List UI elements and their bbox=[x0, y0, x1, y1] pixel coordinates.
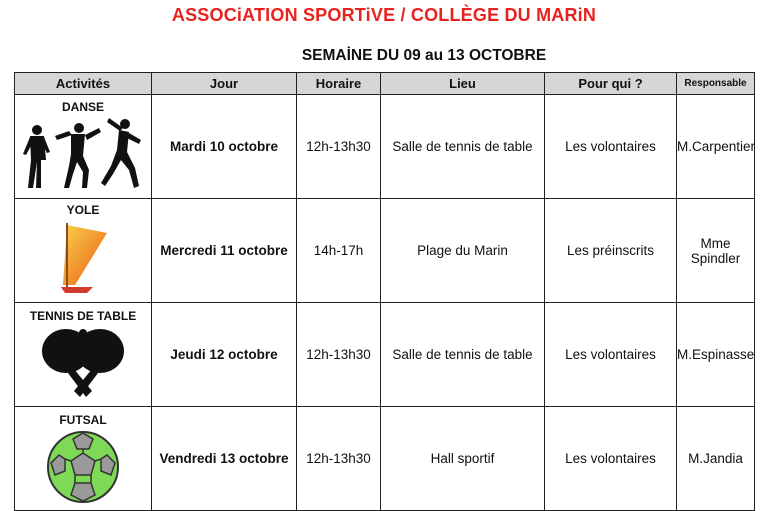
responsible-name: Mme Spindler bbox=[690, 235, 741, 266]
activity-name: FUTSAL bbox=[59, 413, 107, 427]
responsible-name: M.Espinasse bbox=[677, 347, 755, 362]
responsible-cell bbox=[677, 199, 755, 303]
column-header-responsable: Responsable bbox=[677, 73, 755, 95]
responsible-cell bbox=[677, 303, 755, 407]
activity-cell bbox=[15, 95, 152, 199]
column-header-pour-qui: Pour qui ? bbox=[545, 73, 677, 95]
location-cell: Salle de tennis de table bbox=[381, 303, 545, 407]
responsible-cell bbox=[677, 95, 755, 199]
activity-cell bbox=[15, 407, 152, 511]
time-cell: 14h-17h bbox=[297, 199, 381, 303]
responsible-name: M.Jandia bbox=[688, 451, 743, 466]
column-header-activites: Activités bbox=[15, 73, 152, 95]
table-row bbox=[15, 95, 755, 199]
week-subtitle: SEMAİNE DU 09 au 13 OCTOBRE bbox=[301, 47, 547, 64]
day-cell: Mardi 10 octobre bbox=[152, 95, 297, 199]
day-cell: Mercredi 11 octobre bbox=[152, 199, 297, 303]
table-header-row bbox=[15, 73, 755, 95]
day-cell: Vendredi 13 octobre bbox=[152, 407, 297, 511]
column-header-jour: Jour bbox=[152, 73, 297, 95]
table-row bbox=[15, 199, 755, 303]
time-cell: 12h-13h30 bbox=[297, 303, 381, 407]
column-header-horaire: Horaire bbox=[297, 73, 381, 95]
responsible-cell bbox=[677, 407, 755, 511]
page-title: ASSOCiATION SPORTiVE / COLLÈGE DU MARiN bbox=[171, 5, 597, 25]
activity-cell bbox=[15, 199, 152, 303]
schedule-table bbox=[14, 72, 755, 511]
column-header-lieu: Lieu bbox=[381, 73, 545, 95]
location-cell: Hall sportif bbox=[381, 407, 545, 511]
ping-pong-paddles-icon bbox=[38, 325, 128, 401]
location-cell: Plage du Marin bbox=[381, 199, 545, 303]
audience-cell: Les volontaires bbox=[545, 303, 677, 407]
audience-cell: Les préinscrits bbox=[545, 199, 677, 303]
activity-name: YOLE bbox=[66, 203, 100, 217]
futsal-ball-icon bbox=[45, 429, 121, 505]
table-row bbox=[15, 407, 755, 511]
location-cell: Salle de tennis de table bbox=[381, 95, 545, 199]
day-cell: Jeudi 12 octobre bbox=[152, 303, 297, 407]
time-cell: 12h-13h30 bbox=[297, 95, 381, 199]
table-row bbox=[15, 303, 755, 407]
activity-cell bbox=[15, 303, 152, 407]
audience-cell: Les volontaires bbox=[545, 407, 677, 511]
activity-name: DANSE bbox=[61, 100, 104, 114]
sailboat-icon bbox=[53, 219, 113, 299]
dancers-icon bbox=[19, 116, 147, 194]
time-cell: 12h-13h30 bbox=[297, 407, 381, 511]
audience-cell: Les volontaires bbox=[545, 95, 677, 199]
activity-name: TENNIS DE TABLE bbox=[29, 309, 137, 323]
responsible-name: M.Carpentier bbox=[677, 139, 756, 154]
